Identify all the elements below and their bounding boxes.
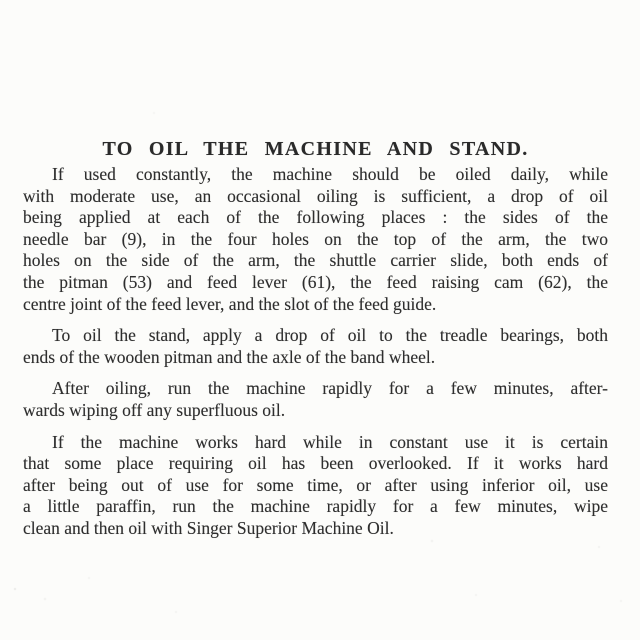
paragraph-machine-works-hard	[23, 432, 608, 540]
text-line: If used constantly, the machine should be oiled daily, while	[52, 164, 608, 184]
paragraph-after-oiling	[23, 378, 608, 421]
text-line: wards wiping off any superfluous oil.	[23, 399, 286, 420]
text-line: that some place requiring oil has been overlooked. If it works hard	[23, 453, 608, 474]
text-line: needle bar (9), in the four holes on the top of the arm, the two	[23, 228, 608, 249]
text-line: holes on the side of the arm, the shuttle carrier slide, both ends of	[23, 250, 608, 271]
text-line: after being out of use for some time, or after using inferior oil, use	[23, 474, 608, 495]
page-title: TO OIL THE MACHINE AND STAND.	[102, 138, 529, 161]
text-line: a little paraffin, run the machine rapidly for a few minutes, wipe	[23, 496, 608, 517]
text-line: To oil the stand, apply a drop of oil to the treadle bearings, both	[52, 325, 608, 346]
text-line: clean and then oil with Singer Superior Machine Oil.	[23, 517, 394, 538]
text-line: After oiling, run the machine rapidly for a few minutes, after-	[52, 378, 608, 399]
text-line: being applied at each of the following places : the sides of the	[23, 207, 608, 228]
text-line: centre joint of the feed lever, and the slot of the feed guide.	[23, 293, 437, 314]
document-body	[23, 164, 608, 540]
scan-noise-artifacts	[0, 0, 2, 2]
text-line: If the machine works hard while in constant use it is certain	[52, 431, 608, 452]
text-line: with moderate use, an occasional oiling is sufficient, a drop of oil	[23, 185, 608, 206]
paragraph-oiling-machine	[23, 164, 608, 315]
paragraph-oiling-stand	[23, 325, 608, 368]
text-line: ends of the wooden pitman and the axle of the band wheel.	[23, 346, 436, 367]
text-line: the pitman (53) and feed lever (61), the feed raising cam (62), the	[23, 271, 608, 292]
